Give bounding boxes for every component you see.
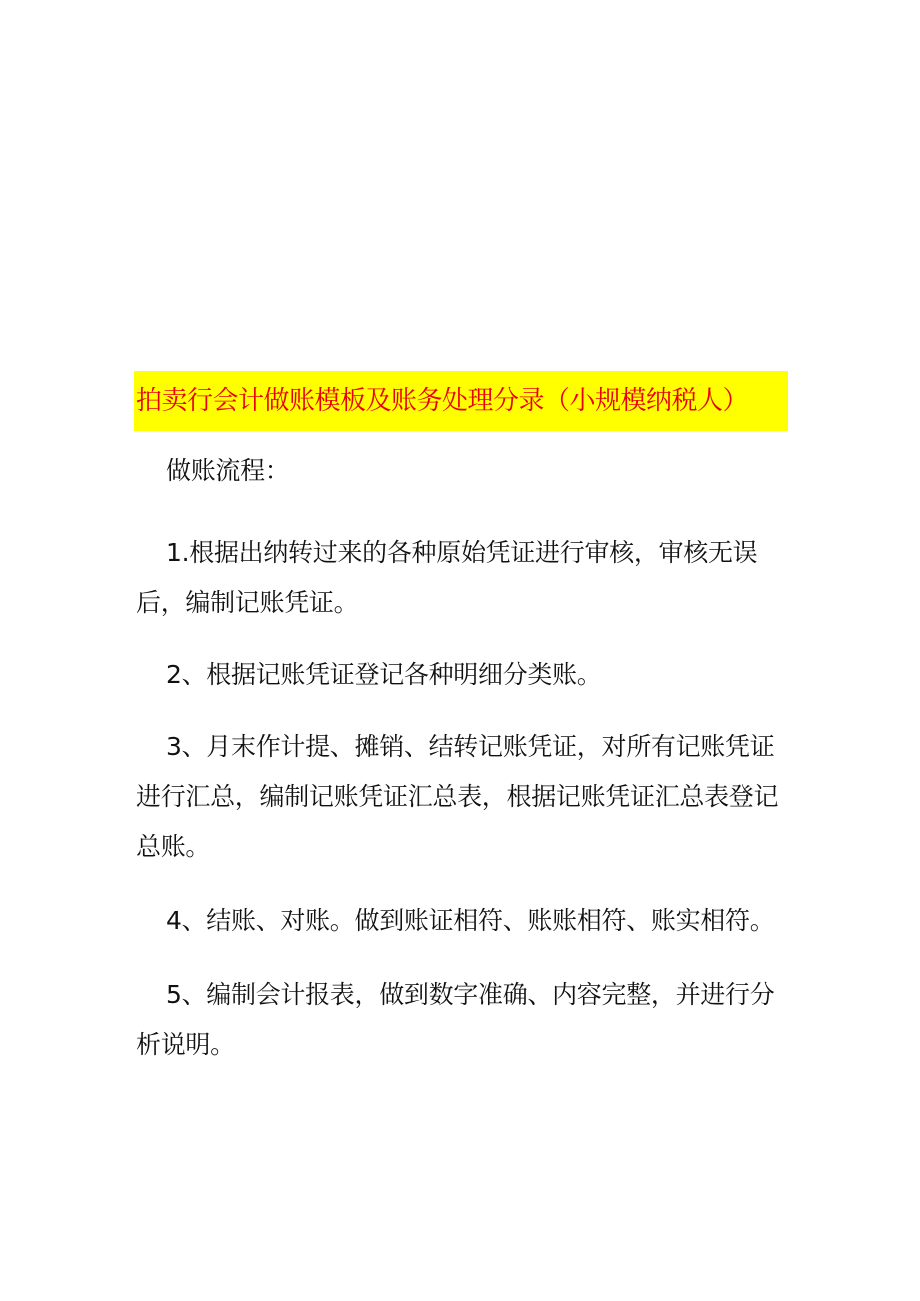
step-1: 1.根据出纳转过来的各种原始凭证进行审核，审核无误后，编制记账凭证。 <box>136 538 758 617</box>
step-2: 2、根据记账凭证登记各种明细分类账。 <box>166 660 602 689</box>
document-title: 拍卖行会计做账模板及账务处理分录（小规模纳税人） <box>136 386 749 416</box>
step-5: 5、编制会计报表，做到数字准确、内容完整，并进行分析说明。 <box>136 980 775 1059</box>
title-highlight <box>134 371 788 431</box>
step-3: 3、月末作计提、摊销、结转记账凭证，对所有记账凭证进行汇总，编制记账凭证汇总表，根据记账凭证汇总表登记总账。 <box>136 732 779 861</box>
section-heading: 做账流程： <box>166 456 290 485</box>
step-4: 4、结账、对账。做到账证相符、账账相符、账实相符。 <box>166 906 775 935</box>
